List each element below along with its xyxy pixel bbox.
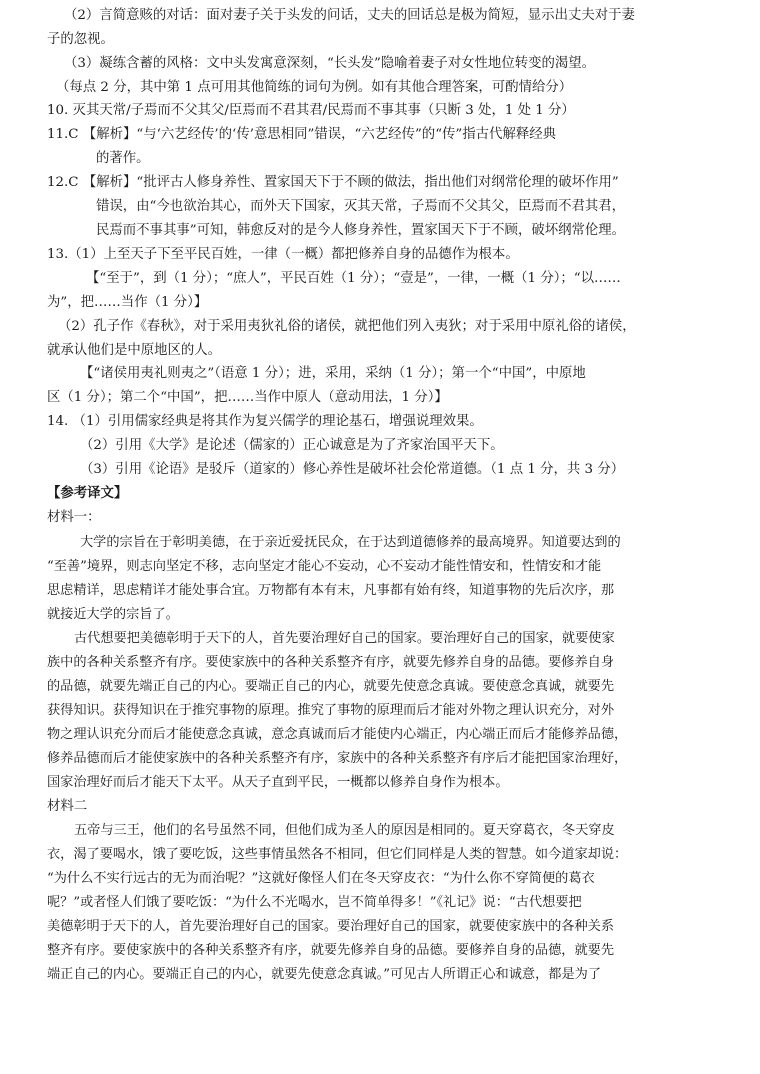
answer-line: （2）引用《大学》是论述（儒家的）正心诚意是为了齐家治国平天下。 xyxy=(80,438,504,453)
answer-line: 错误，由“今也欲治其心，而外天下国家，灭其天常，子焉而不父其父，臣焉而不君其君， xyxy=(96,199,626,214)
material1-line: 就接近大学的宗旨了。 xyxy=(47,607,179,622)
material2-line: “为什么不实行远古的无为而治呢？”这就好像怪人们在冬天穿皮衣：“为什么你不穿简便的葛衣 xyxy=(47,871,595,886)
answer-line: （2）孔子作《春秋》，对于采用夷狄礼俗的诸侯，就把他们列入夷狄；对于采用中原礼俗的诸侯， xyxy=(58,319,636,334)
material2-line: 衣，渴了要喝水，饿了要吃饭，这些事情虽然各不相同，但它们同样是人类的智慧。如今道家却说： xyxy=(47,847,628,862)
answer-line: 为”，把……当作（1 分）】 xyxy=(47,295,208,310)
answer-line: 13.（1）上至天子下至平民百姓，一律（一概）都把修养自身的品德作为根本。 xyxy=(47,247,519,262)
answer-line: 【“诸侯用夷礼则夷之”（语意 1 分）；进，采用，采纳（1 分）；第一个“中国”，中原地 xyxy=(80,366,586,381)
answer-line: （3）引用《论语》是驳斥（道家的）修心养性是破坏社会伦常道德。（1 点 1 分，共 3 分） xyxy=(80,462,625,477)
material1-line: 获得知识。获得知识在于推究事物的原理。推究了事物的原理而后才能对外物之理认识充分，对外 xyxy=(47,703,615,718)
material1-line: 的品德，就要先端正自己的内心。要端正自己的内心，就要先使意念真诚。要使意念真诚，就要先 xyxy=(47,679,615,694)
answer-line: 的著作。 xyxy=(96,151,150,166)
answer-line: 就承认他们是中原地区的人。 xyxy=(47,343,222,358)
material2-line: 整齐有序。要使家族中的各种关系整齐有序，就要先修养自身的品德。要修养自身的品德，就要先 xyxy=(47,943,615,958)
answer-line: （3）凝练含蓄的风格：文中头发寓意深刻，“长头发”隐喻着妻子对女性地位转变的渴望。 xyxy=(64,56,596,71)
answer-line: 11.C 【解析】“与‘六艺经传’的‘传’意思相同”错误，“六艺经传”的“传”指古代解释经典 xyxy=(47,127,557,142)
answer-line: （2）言简意赅的对话：面对妻子关于头发的问话，丈夫的回话总是极为简短，显示出丈夫对于妻 xyxy=(64,8,635,23)
material1-line: 族中的各种关系整齐有序。要使家族中的各种关系整齐有序，就要先修养自身的品德。要修养自身 xyxy=(47,655,615,670)
material2-line: 呢？”或者怪人们饿了要吃饭：“为什么不光喝水，岂不简单得多！”《礼记》说：“古代想要把 xyxy=(47,895,582,910)
material2-line: 美德彰明于天下的人，首先要治理好自己的国家。要治理好自己的国家，就要使家族中的各种关系 xyxy=(47,919,615,934)
answer-line: 子的忽视。 xyxy=(47,32,114,47)
answer-line: 10. 灭其天常/子焉而不父其父/臣焉而不君其君/民焉而不事其事（只断 3 处，1 处 1 分） xyxy=(47,103,575,118)
answer-line: 民焉而不事其事”可知，韩愈反对的是今人修身养性，置家国天下于不顾，破坏纲常伦理。 xyxy=(96,223,626,238)
translation-heading: 【参考译文】 xyxy=(47,486,128,501)
answer-line: 区（1 分）；第二个“中国”，把……当作中原人（意动用法，1 分）】 xyxy=(47,390,448,405)
material2-label: 材料二 xyxy=(47,799,88,814)
answer-line: 【“至于”，到（1 分）；“庶人”，平民百姓（1 分）；“壹是”，一律，一概（1 分）；“以…… xyxy=(86,271,621,286)
material1-line: 国家治理好而后才能天下太平。从天子直到平民，一概都以修养自身作为根本。 xyxy=(47,775,509,790)
material1-line: 思虑精详，思虑精详才能处事合宜。万物都有本有末，凡事都有始有终，知道事物的先后次序，那 xyxy=(47,583,615,598)
material2-line: 五帝与三王，他们的名号虽然不同，但他们成为圣人的原因是相同的。夏天穿葛衣，冬天穿皮 xyxy=(74,823,615,838)
material1-line: 古代想要把美德彰明于天下的人，首先要治理好自己的国家。要治理好自己的国家，就要使家 xyxy=(74,631,615,646)
material1-line: 大学的宗旨在于彰明美德，在于亲近爱抚民众，在于达到道德修养的最高境界。知道要达到的 xyxy=(80,535,621,550)
material2-line: 端正自己的内心。要端正自己的内心，就要先使意念真诚。”可见古人所谓正心和诚意，都是为了 xyxy=(47,967,602,982)
answer-line: （每点 2 分，其中第 1 点可用其他简练的词句为例。如有其他合理答案，可酌情给分） xyxy=(56,80,573,95)
material1-label: 材料一： xyxy=(47,510,101,525)
material1-line: 物之理认识充分而后才能使意念真诚，意念真诚而后才能使内心端正，内心端正而后才能修养品德， xyxy=(47,727,628,742)
answer-line: 12.C 【解析】“批评古人修身养性、置家国天下于不顾的做法，指出他们对纲常伦理的破坏作用” xyxy=(47,175,619,190)
answer-line: 14. （1）引用儒家经典是将其作为复兴儒学的理论基石，增强说理效果。 xyxy=(47,414,483,429)
material1-line: 修养品德而后才能使家族中的各种关系整齐有序，家族中的各种关系整齐有序后才能把国家治理好， xyxy=(47,751,628,766)
material1-line: “至善”境界，则志向坚定不移，志向坚定才能心不妄动，心不妄动才能性情安和，性情安和才能 xyxy=(47,559,602,574)
